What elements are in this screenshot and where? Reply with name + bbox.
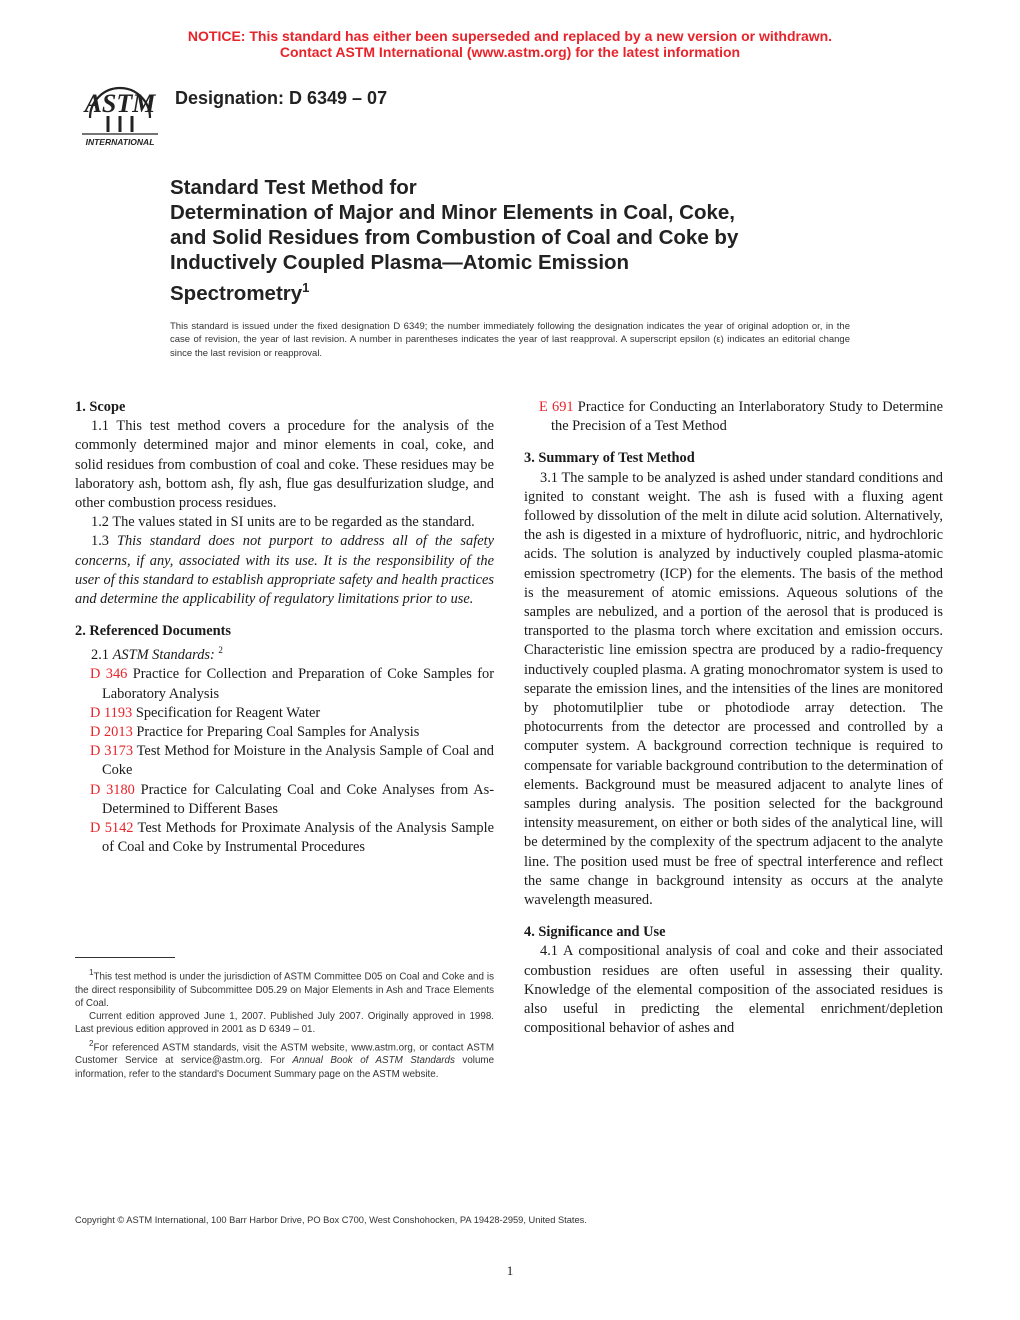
- astm-standards-footnote-mark: 2: [218, 645, 223, 656]
- paragraph-1-3: [75, 532, 494, 609]
- reference-item: [75, 781, 494, 819]
- reference-title: Practice for Conducting an Interlaboratory Study to Determine the Precision of a Test Method: [551, 399, 943, 435]
- footnote-2-text-b: volume information, refer to the standard's Document Summary page on the ASTM website.: [75, 1055, 495, 1080]
- title-line-5: Spectrometry: [170, 281, 303, 305]
- footnote-2-text-a: For referenced ASTM standards, visit the ASTM website, www.astm.org, or contact ASTM Customer Service at service@astm.org. For: [75, 1042, 494, 1067]
- paragraph-1-1: 1.1 This test method covers a procedure for the analysis of the commonly determined major and minor elements in coal, coke, and solid residues from combustion of coal and coke. These residues may be laboratory ash, bottom ash, fly ash, flue gas desulfurization sludge, and other combustion process residues.: [75, 418, 494, 512]
- title-line-4: Inductively Coupled Plasma—Atomic Emission: [170, 251, 630, 274]
- footnote-1: [75, 966, 494, 1010]
- reference-item: [75, 723, 494, 742]
- reference-item: [75, 665, 494, 703]
- copyright-notice: Copyright © ASTM International, 100 Barr Harbor Drive, PO Box C700, West Conshohocken, PA 19428-2959, United States.: [75, 1215, 587, 1225]
- footnote-2: [75, 1037, 494, 1081]
- designation: Designation: D 6349 – 07: [175, 88, 388, 108]
- paragraph-1-3-number: 1.3: [91, 533, 117, 550]
- paragraph-1-3-text: This standard does not purport to address all of the safety concerns, if any, associated with its use. It is the responsibility of the user of this standard to establish appropriate safety and health practices and determine the applicability of regulatory limitations prior to use.: [75, 533, 494, 608]
- footnote-1-mark: 1: [89, 968, 94, 977]
- right-column: [524, 398, 943, 1039]
- paragraph-2-1-number: 2.1: [91, 647, 113, 664]
- notice-line-1: NOTICE: This standard has either been superseded and replaced by a new version or withdrawn.: [187, 28, 833, 44]
- page-number: 1: [506, 1263, 514, 1278]
- reference-title: Practice for Preparing Coal Samples for Analysis: [132, 724, 420, 741]
- reference-item: [524, 398, 943, 436]
- notice-line-2: Contact ASTM International (www.astm.org) for the latest information: [279, 44, 741, 60]
- reference-link-e691[interactable]: E 691: [539, 399, 574, 415]
- significance-heading: 4. Significance and Use: [524, 924, 666, 941]
- astm-logo: [78, 70, 162, 150]
- footnote-2-italic: Annual Book of ASTM Standards: [292, 1055, 455, 1067]
- issuance-note: This standard is issued under the fixed designation D 6349; the number immediately following the designation indicates the year of original adoption or, in the case of revision, the year of last revision. A number in parentheses indicates the year of last reapproval. A superscript epsilon (ε) indicates an editorial change since the last revision or reapproval.: [170, 321, 850, 359]
- title-footnote-mark: 1: [302, 280, 310, 295]
- reference-link-d3180[interactable]: D 3180: [90, 781, 135, 798]
- astm-standards-label: ASTM Standards:: [112, 647, 215, 664]
- logo-top-text: ASTM: [84, 89, 156, 118]
- footnotes: [75, 966, 494, 1081]
- paragraph-3-1: 3.1 The sample to be analyzed is ashed under standard conditions and ignited to constant weight. The ash is fused with a fluxing agent followed by dissolution of the melt in dilute acid solution. Alternatively, the ash is digested in a mixture of hydrofluoric, nitric, and hydrochloric acids. The solution is analyzed by inductively coupled plasma-atomic emission spectrometry (ICP) for the elements. The basis of the method is the measurement of atomic emissions. Aqueous solutions of the samples are nebulized, and a portion of the aerosol that is produced is transported to the plasma torch where excitation and emission occurs. Characteristic line emission spectra are produced by a radio-frequency inductively coupled plasma. A grating monochromator system is used to separate the emission lines, and the intensities of the lines are monitored by photomutilplier tube or photodiode array detection. The photocurrents from the detector are processed and controlled by a computer system. A background correction technique is required to compensate for variable background contribution to the determination of elements. Background must be measured adjacent to analyte lines of samples during analysis. The position selected for the background intensity measurement, on either or both sides of the analytical line, will be determined by the complexity of the spectrum adjacent to the analyte line. The position used must be free of spectral interference and reflect the same change in background intensity as occurs at the analyte wavelength measured.: [524, 469, 943, 909]
- reference-item: [75, 704, 494, 723]
- reference-title: Practice for Calculating Coal and Coke Analyses from As-Determined to Different Bases: [102, 781, 494, 817]
- document-title: [170, 175, 890, 306]
- paragraph-2-1: [75, 641, 494, 665]
- footnote-1-edition: Current edition approved June 1, 2007. Published July 2007. Originally approved in 1998. Last previous edition approved in 2001 as D 6349 – 01.: [75, 1011, 494, 1036]
- reference-title: Test Method for Moisture in the Analysis Sample of Coal and Coke: [102, 743, 494, 779]
- left-column: [75, 398, 494, 857]
- reference-item: [75, 819, 494, 857]
- reference-link-d2013[interactable]: D 2013: [90, 724, 133, 741]
- reference-title: Test Methods for Proximate Analysis of the Analysis Sample of Coal and Coke by Instrumental Procedures: [102, 820, 494, 856]
- paragraph-1-2: 1.2 The values stated in SI units are to be regarded as the standard.: [91, 514, 475, 531]
- logo-bottom-text: INTERNATIONAL: [85, 137, 155, 147]
- scope-heading: 1. Scope: [75, 399, 126, 415]
- reference-title: Practice for Collection and Preparation of Coke Samples for Laboratory Analysis: [102, 666, 494, 702]
- title-line-1: Standard Test Method for: [170, 176, 417, 199]
- reference-title: Specification for Reagent Water: [132, 704, 321, 721]
- reference-link-d346[interactable]: D 346: [90, 666, 128, 683]
- reference-item: [75, 742, 494, 780]
- referenced-documents-heading: 2. Referenced Documents: [75, 623, 231, 640]
- footnote-1-text: This test method is under the jurisdiction of ASTM Committee D05 on Coal and Coke and is the direct responsibility of Subcommittee D05.29 on Major Elements in Ash and Trace Elements of Coal.: [75, 971, 494, 1009]
- reference-link-d1193[interactable]: D 1193: [90, 704, 133, 721]
- paragraph-4-1: 4.1 A compositional analysis of coal and coke and their associated combustion residues are often useful in assessing their quality. Knowledge of the elemental composition of the associated residues is also useful in predicting the elemental enrichment/depletion compositional behavior of ashes and: [524, 943, 943, 1037]
- title-line-2: Determination of Major and Minor Elements in Coal, Coke,: [170, 201, 735, 224]
- reference-link-d5142[interactable]: D 5142: [90, 820, 134, 837]
- summary-heading: 3. Summary of Test Method: [524, 450, 695, 467]
- footnote-divider: [75, 957, 175, 958]
- title-line-3: and Solid Residues from Combustion of Coal and Coke by: [170, 226, 739, 249]
- footnote-2-mark: 2: [89, 1038, 94, 1048]
- reference-link-d3173[interactable]: D 3173: [90, 743, 134, 760]
